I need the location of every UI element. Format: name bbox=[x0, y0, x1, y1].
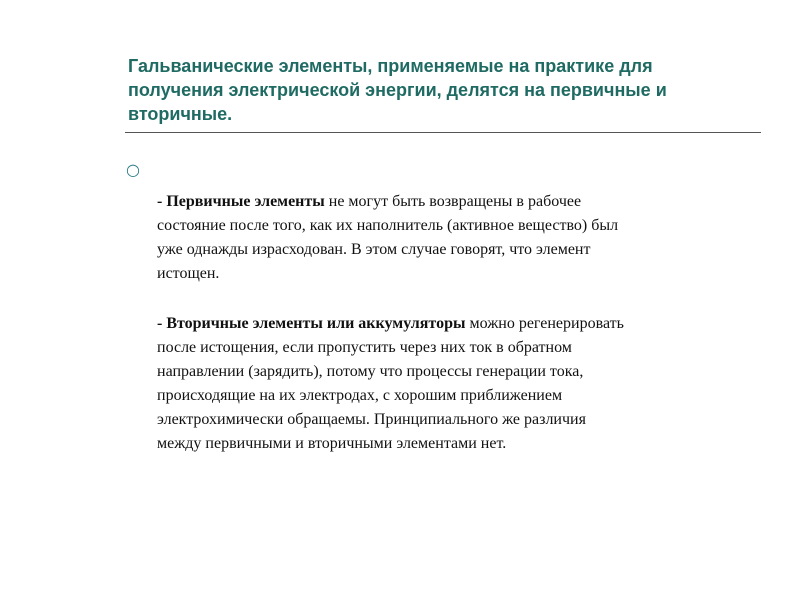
term-secondary-cells: Вторичные элементы или аккумуляторы bbox=[166, 315, 466, 332]
paragraph-primary-cells bbox=[157, 190, 762, 286]
paragraph-text: не могут быть возвращены в рабочее состояние после того, как их наполнитель (активное вещество) был уже однажды израсходован. В этом случае говорят, что элемент истощен. bbox=[157, 193, 619, 282]
bullet-circle-icon: ○ bbox=[126, 160, 140, 179]
dash-marker: - bbox=[157, 315, 167, 332]
term-primary-cells: Первичные элементы bbox=[166, 193, 325, 210]
paragraph-secondary-cells bbox=[157, 312, 762, 456]
dash-marker: - bbox=[157, 193, 167, 210]
paragraph-text: можно регенерировать после истощения, если пропустить через них ток в обратном направлении (зарядить), потому что процессы генерации тока, происходящие на их электродах, с хорошим приближением электрохимически обращаемы. Принципиального же различия между первичными и вторичными элементами нет. bbox=[157, 315, 624, 452]
title-divider bbox=[125, 132, 761, 133]
slide-title: Гальванические элементы, применяемые на практике для получения электрической энергии, делятся на первичные и вторичные. bbox=[128, 56, 667, 124]
